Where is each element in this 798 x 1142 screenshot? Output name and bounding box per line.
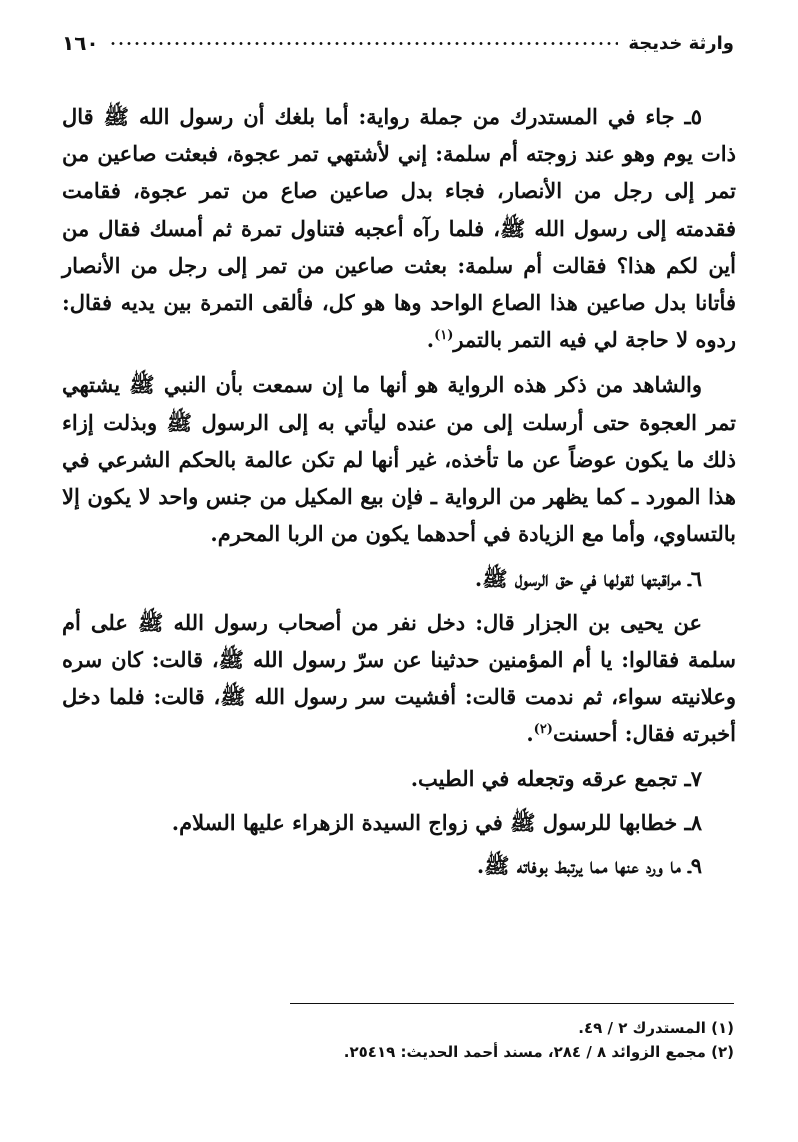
running-header	[62, 28, 734, 58]
paragraph-end: .	[526, 721, 534, 747]
footnote-separator	[290, 1003, 734, 1004]
paragraph-text: ٥ـ جاء في المستدرك من جملة رواية: أما بلغك أن رسول الله ﷺ قال ذات يوم وهو عند زوجته أم سلمة: إني لأشتهي تمر عجوة، فبعثت صاعين من تمر إلى رجل من الأنصار، فجاء بدل صاعين صاع من تمر عجوة، فقامت فقدمته إلى رسول الله ﷺ، فلما رآه أعجبه فتناول تمرة ثم أمسك فقال من أين لكم هذا؟ فقالت أم سلمة: بعثت صاعين من تمر إلى رجل من الأنصار فأتانا بدل صاعين هذا الصاع الواحد وها هو كل، فألقى التمرة بين يديه فقال: ردوه لا حاجة لي فيه التمر بالتمر	[62, 104, 736, 353]
footnote-1: (١) المستدرك ٢ / ٤٩.	[578, 1019, 734, 1037]
paragraph-text: عن يحيى بن الجزار قال: دخل نفر من أصحاب رسول الله ﷺ على أم سلمة فقالوا: يا أم المؤمنين حدثينا عن سرّ رسول الله ﷺ، قالت: كان سره وعلانيته سواء، ثم ندمت قالت: أفشيت سر رسول الله ﷺ، قالت: فلما دخل أخبرته فقال: أحسنت	[62, 609, 736, 747]
page-number: ١٦٠	[62, 31, 99, 55]
paragraph-commentary: والشاهد من ذكر هذه الرواية هو أنها ما إن سمعت بأن النبي ﷺ يشتهي تمر العجوة حتى أرسلت إلى من عنده ليأتي به إلى الرسول ﷺ وبذلت إزاء ذلك ما يكون عوضاً عن ما تأخذه، غير أنها لم تكن عالمة بالحكم الشرعي في هذا المورد ـ كما يظهر من الرواية ـ فإن بيع المكيل من جنس واحد لا يكون إلا بالتساوي، وأما مع الزيادة في أحدهما يكون من الربا المحرم.	[62, 372, 736, 547]
paragraph-item-5	[62, 98, 736, 358]
body-text	[62, 98, 736, 890]
running-title: وارثة خديجة	[628, 32, 734, 54]
footnote-ref-2[interactable]: (٢)	[533, 722, 553, 738]
footnotes	[200, 1016, 734, 1064]
list-item-9: ٩ـ ما ورد عنها مما يرتبط بوفاته ﷺ.	[476, 852, 702, 878]
paragraph-narration	[62, 604, 736, 753]
list-item-8: ٨ـ خطابها للرسول ﷺ في زواج السيدة الزهراء عليها السلام.	[171, 809, 702, 835]
list-item-7: ٧ـ تجمع عرقه وتجعله في الطيب.	[410, 766, 702, 792]
header-dot-leader	[109, 42, 619, 45]
footnote-ref-1[interactable]: (١)	[434, 328, 454, 344]
paragraph-end: .	[426, 327, 435, 353]
list-item-6: ٦ـ مراقبتها لقولها في حق الرسول ﷺ.	[474, 566, 702, 592]
footnote-2: (٢) مجمع الزوائد ٨ / ٢٨٤، مسند أحمد الحديث: ٢٥٤١٩.	[343, 1043, 734, 1061]
